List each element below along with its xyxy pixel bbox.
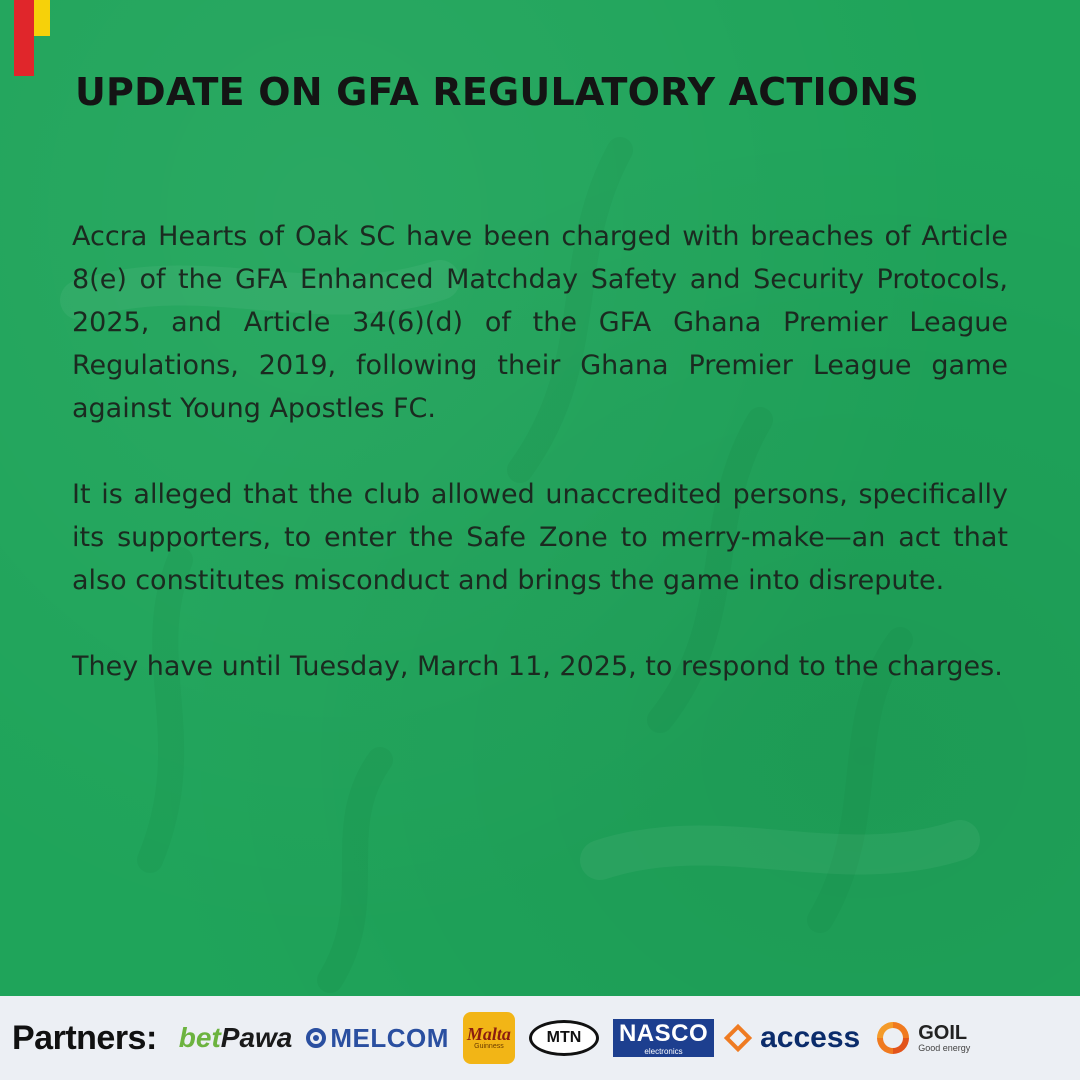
paragraph-allegation: It is alleged that the club allowed unaccredited persons, specifically its supporters, to enter the Safe Zone to merry-make—an act that also constitutes misconduct and brings the game into disrepute. [72, 479, 1008, 596]
goil-sunburst-icon [874, 1019, 912, 1057]
ghana-flag-stripe [14, 0, 58, 76]
partners-label: Partners: [12, 1018, 157, 1057]
nasco-text: NASCO [618, 1020, 709, 1047]
goil-logo [874, 1019, 970, 1057]
goil-text: GOIL [918, 1022, 968, 1044]
flag-red-stripe [14, 0, 34, 76]
flag-yellow-stripe [34, 0, 50, 36]
melcom-ring-icon [306, 1028, 326, 1048]
betpawa-bet: bet [178, 1022, 221, 1053]
malta-sub-text: Guinness [474, 1043, 504, 1050]
mtn-logo: MTN [529, 1020, 599, 1056]
melcom-logo [306, 1023, 449, 1054]
goil-text-block [918, 1023, 970, 1053]
betpawa-logo [179, 1022, 293, 1054]
announcement-body [72, 215, 1008, 731]
malta-text: Malta [466, 1024, 511, 1044]
partners-bar [0, 996, 1080, 1080]
paragraph-charges: Accra Hearts of Oak SC have been charged with breaches of Article 8(e) of the GFA Enhanced Matchday Safety and Security Protocols, 2025, and Article 34(6)(d) of the GFA Ghana Premier League Regulations, 2019, following their Ghana Premier League game against Young Apostles FC. [72, 221, 1008, 424]
malta-guinness-logo [463, 1012, 515, 1064]
nasco-logo [613, 1019, 714, 1057]
nasco-sub-text: electronics [644, 1047, 683, 1056]
access-text: access [760, 1021, 861, 1054]
access-logo [728, 1021, 860, 1055]
melcom-text: MELCOM [330, 1022, 449, 1053]
headline: UPDATE ON GFA REGULATORY ACTIONS [75, 70, 919, 114]
paragraph-deadline: They have until Tuesday, March 11, 2025, to respond to the charges. [72, 651, 1003, 682]
access-diamond-icon [724, 1024, 752, 1052]
goil-tagline: Good energy [918, 1043, 971, 1053]
betpawa-pawa: Pawa [220, 1022, 293, 1053]
